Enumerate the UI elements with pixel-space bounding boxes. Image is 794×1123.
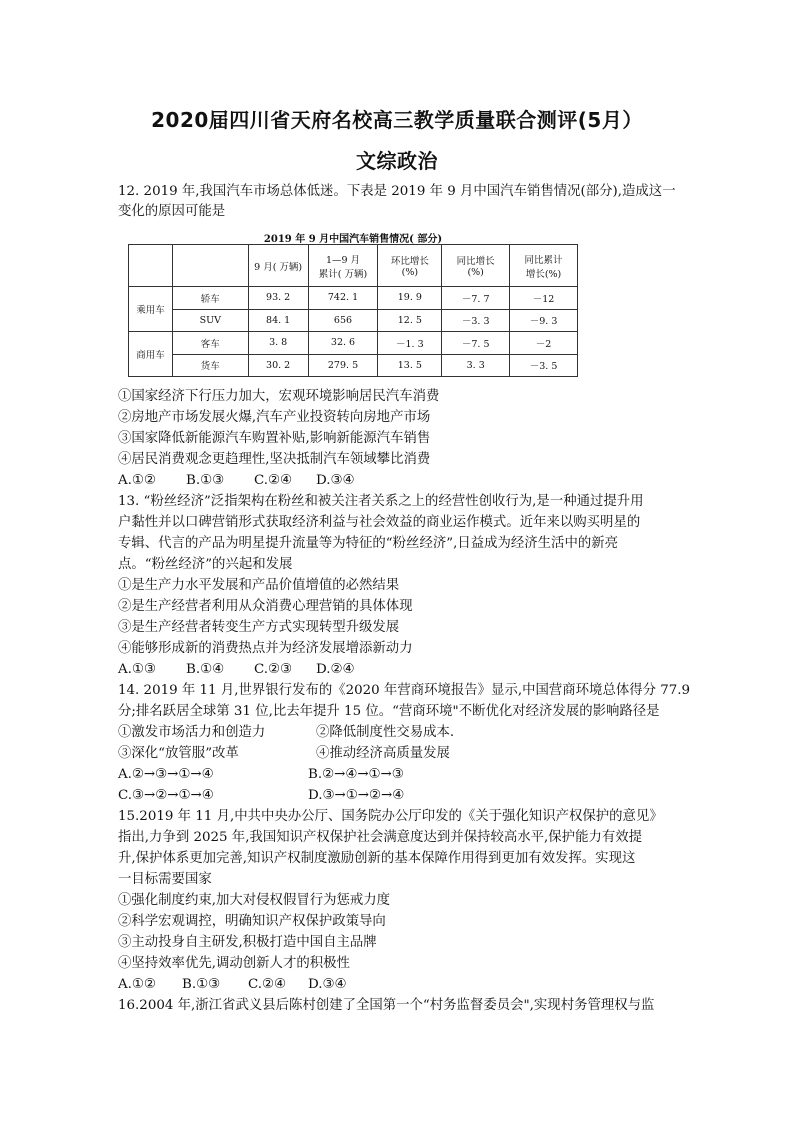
q13-item-3: ③是生产经营者转变生产方式实现转型升级发展 [118, 620, 400, 635]
q13-choice-d[interactable]: D.②④ [316, 662, 355, 677]
q14-choice-c[interactable]: C.③→②→①→④ [118, 788, 214, 803]
table-cell: 19. 9 [378, 287, 442, 310]
q15-item-4: ④坚持效率优先,调动创新人才的积极性 [118, 956, 350, 971]
q15-choice-c[interactable]: C.②④ [248, 977, 287, 992]
table-cell: 客车 [172, 332, 248, 355]
q13-choice-c[interactable]: C.②③ [254, 662, 293, 677]
q14-choice-a[interactable]: A.②→③→①→④ [118, 767, 214, 782]
table-cell: －1. 3 [378, 332, 442, 355]
q12-choice-d[interactable]: D.③④ [316, 473, 355, 488]
q16-stem-line-1: 16.2004 年,浙江省武义县后陈村创建了全国第一个“村务监督委员会",实现村务管理权与监 [118, 998, 655, 1013]
q12-choice-b[interactable]: B.①③ [186, 473, 225, 488]
table-cell: 742. 1 [308, 287, 378, 310]
q14-choice-d[interactable]: D.③→①→②→④ [308, 788, 405, 803]
q15-choice-a[interactable]: A.①② [118, 977, 156, 992]
table-row [129, 332, 578, 355]
q12-stem-line-1: 12. 2019 年,我国汽车市场总体低迷。下表是 2019 年 9 月中国汽车销售情况(部分),造成这一 [118, 184, 676, 199]
table-cell: －7. 5 [442, 332, 510, 355]
header-yoy-cumulative: 同比累计 增长(%) [510, 245, 578, 287]
table-cell: －2 [510, 332, 578, 355]
q12-item-2: ②房地产市场发展火爆,汽车产业投资转向房地产市场 [118, 410, 431, 425]
table-cell: 货车 [172, 354, 248, 377]
table-cell: 656 [308, 309, 378, 332]
table-cell: 3. 8 [248, 332, 308, 355]
q12-stem-line-2: 变化的原因可能是 [118, 204, 226, 219]
q13-stem-line-1: 13. “粉丝经济”泛指架构在粉丝和被关注者关系之上的经营性创收行为,是一种通过提升用 [118, 494, 644, 509]
table-cell: －7. 7 [442, 287, 510, 310]
table-cell: 13. 5 [378, 354, 442, 377]
q15-item-3: ③主动投身自主研发,积极打造中国自主品牌 [118, 935, 377, 950]
table-cell: 279. 5 [308, 354, 378, 377]
table-cell: 12. 5 [378, 309, 442, 332]
sales-table-caption: 2019 年 9 月中国汽车销售情况( 部分) [263, 234, 443, 245]
q15-stem-line-3: 升,保护体系更加完善,知识产权制度激励创新的基本保障作用得到更加有效发挥。实现这 [118, 851, 636, 866]
q12-choice-a[interactable]: A.①② [118, 473, 156, 488]
table-cell: －3. 3 [442, 309, 510, 332]
q13-item-4: ④能够形成新的消费热点并为经济发展增添新动力 [118, 641, 413, 656]
q15-stem-line-2: 指出,力争到 2025 年,我国知识产权保护社会满意度达到并保持较高水平,保护能力有效提 [118, 830, 643, 845]
q14-stem-line-2: 分;排名跃居全球第 31 位,比去年提升 15 位。“营商环境"不断优化对经济发展的影响路径是 [118, 704, 660, 719]
q15-choice-b[interactable]: B.①③ [182, 977, 221, 992]
q15-item-2: ②科学宏观调控，明确知识产权保护政策导向 [118, 914, 386, 929]
header-yoy-growth: 同比增长 (%) [442, 245, 510, 287]
q14-stem-line-1: 14. 2019 年 11 月,世界银行发布的《2020 年营商环境报告》显示,中国营商环境总体得分 77.9 [118, 683, 691, 698]
q15-choice-d[interactable]: D.③④ [308, 977, 347, 992]
table-cell: －3. 5 [510, 354, 578, 377]
header-mom-growth: 环比增长 (%) [378, 245, 442, 287]
group-commercial: 商用车 [129, 332, 173, 377]
table-cell: 32. 6 [308, 332, 378, 355]
table-cell: 3. 3 [442, 354, 510, 377]
table-row [129, 354, 578, 377]
car-sales-table [128, 244, 578, 377]
q13-choice-b[interactable]: B.①④ [186, 662, 225, 677]
table-cell: －9. 3 [510, 309, 578, 332]
q13-stem-line-4: 点。“粉丝经济”的兴起和发展 [118, 557, 293, 572]
table-cell: 30. 2 [248, 354, 308, 377]
q13-choice-a[interactable]: A.①③ [118, 662, 156, 677]
q14-item-1: ①激发市场活力和创造力 [118, 725, 266, 740]
q13-stem-line-3: 专辑、代言的产品为明星提升流量等为特征的“粉丝经济”,日益成为经济生活中的新亮 [118, 536, 619, 551]
q13-item-2: ②是生产经营者利用从众消费心理营销的具体体现 [118, 599, 413, 614]
table-row [129, 287, 578, 310]
q15-stem-line-1: 15.2019 年 11 月,中共中央办公厅、国务院办公厅印发的《关于强化知识产权保护的意见》 [118, 809, 663, 824]
q14-item-2: ②降低制度性交易成本. [316, 725, 455, 740]
exam-title: 2020届四川省天府名校高三教学质量联合测评(5月） [151, 108, 643, 132]
header-sep-month: 9 月( 万辆) [248, 245, 308, 287]
table-cell: SUV [172, 309, 248, 332]
table-row [129, 309, 578, 332]
q14-item-4: ④推动经济高质量发展 [316, 746, 450, 761]
table-cell: 84. 1 [248, 309, 308, 332]
q14-item-3: ③深化“放管服”改革 [118, 746, 239, 761]
q12-item-1: ①国家经济下行压力加大，宏观环境影响居民汽车消费 [118, 389, 440, 404]
q14-choice-b[interactable]: B.②→④→①→③ [308, 767, 404, 782]
q13-stem-line-2: 户黏性并以口碑营销形式获取经济利益与社会效益的商业运作模式。近年来以购买明星的 [118, 515, 641, 530]
table-cell: －12 [510, 287, 578, 310]
exam-subtitle: 文综政治 [356, 149, 438, 173]
q15-item-1: ①强化制度约束,加大对侵权假冒行为惩戒力度 [118, 893, 391, 908]
table-cell: 轿车 [172, 287, 248, 310]
header-cumulative: 1—9 月 累计( 万辆) [308, 245, 378, 287]
q12-item-3: ③国家降低新能源汽车购置补贴,影响新能源汽车销售 [118, 431, 431, 446]
header-cell [172, 245, 248, 287]
q12-choice-c[interactable]: C.②④ [254, 473, 293, 488]
table-cell: 93. 2 [248, 287, 308, 310]
q13-item-1: ①是生产力水平发展和产品价值增值的必然结果 [118, 578, 400, 593]
header-cell [129, 245, 173, 287]
q12-item-4: ④居民消费观念更趋理性,坚决抵制汽车领域攀比消费 [118, 452, 431, 467]
q15-stem-line-4: 一目标需要国家 [118, 872, 212, 887]
group-passenger: 乘用车 [129, 287, 173, 332]
